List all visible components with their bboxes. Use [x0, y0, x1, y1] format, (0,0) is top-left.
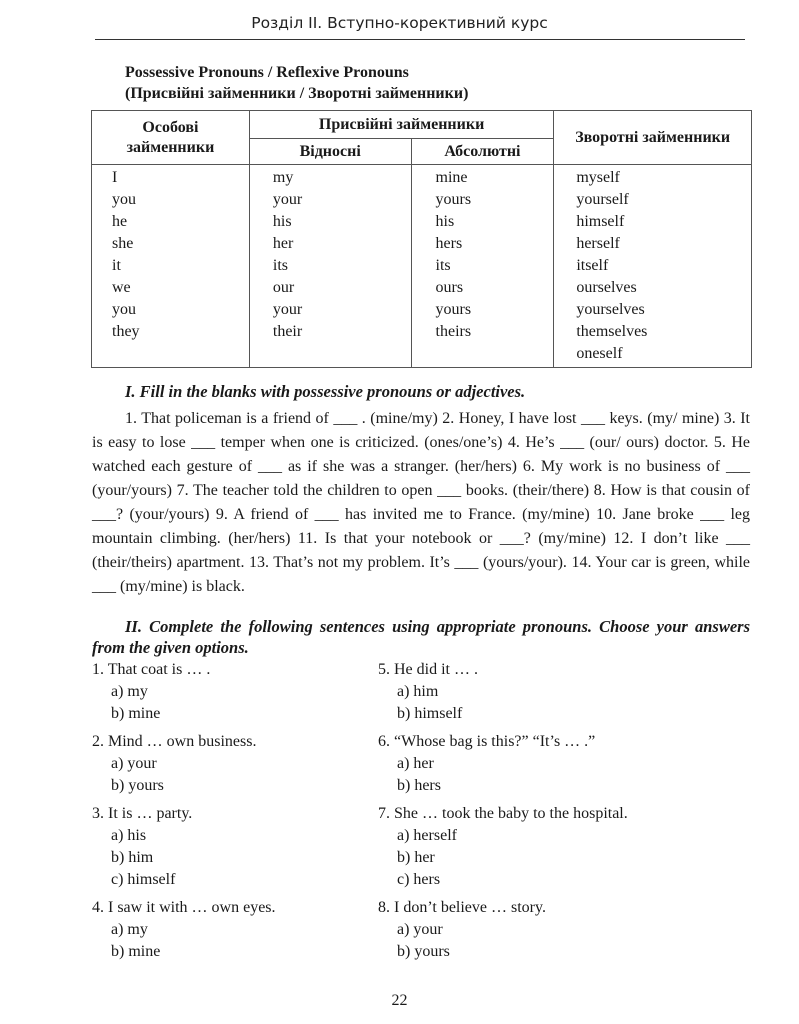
table-cell: he — [112, 213, 128, 230]
question-item — [378, 803, 708, 891]
answer-option: b) himself — [397, 705, 463, 722]
table-cell: himself — [576, 213, 625, 230]
table-cell: yours — [435, 191, 472, 208]
absolute-column — [411, 165, 554, 368]
table-body-row — [92, 165, 752, 368]
answer-option: a) her — [397, 755, 434, 772]
question-text: 6. “Whose bag is this?” “It’s … .” — [378, 733, 596, 750]
answer-option: a) his — [111, 827, 147, 844]
table-cell: they — [112, 323, 140, 340]
answer-option: b) yours — [397, 943, 450, 960]
table-cell: mine — [435, 169, 468, 186]
table-cell: you — [112, 301, 136, 318]
answer-option: b) mine — [111, 943, 161, 960]
answer-option: c) hers — [397, 871, 441, 888]
answer-option: b) her — [397, 849, 435, 866]
table-cell: its — [435, 257, 451, 274]
header-reflexive: Зворотні займенники — [554, 111, 752, 165]
question-item — [92, 803, 422, 891]
question-item — [378, 659, 708, 725]
exercise2-left-column — [92, 659, 422, 969]
running-header: Розділ ІІ. Вступно-корективний курс — [251, 14, 548, 32]
table-title-ukrainian: (Присвійні займенники / Зворотні займенники) — [125, 85, 469, 102]
table-title — [125, 62, 468, 104]
relative-column — [249, 165, 411, 368]
table-cell: myself — [576, 169, 620, 186]
question-text: 1. That coat is … . — [92, 661, 211, 678]
table-cell: hers — [435, 235, 463, 252]
table-cell: your — [272, 191, 303, 208]
header-relative: Відносні — [249, 139, 411, 165]
table-cell: she — [112, 235, 134, 252]
table-cell: you — [112, 191, 136, 208]
table-cell: yours — [435, 301, 472, 318]
exercise1-text: 1. That policeman is a friend of ___ . (mine/my) 2. Honey, I have lost ___ keys. (my/ mine) 3. It is easy to lose ___ temper when one is criticized. (ones/one’s) 4. He’s ___ (our/ ours) doctor. 5. He watched each gesture of ___ as if she was a stranger. (her/hers) 6. My work is no business of ___ (your/yours) 7. The teacher told the children to open ___ books. (their/there) 8. How is that cousin of ___? (your/yours) 9. A friend of ___ has invited me to France. (my/mine) 10. Jane broke ___ leg mountain climbing. (her/hers) 11. Is that your notebook or ___? (my/mine) 12. I don’t like ___ (their/theirs) apartment. 13. That’s not my problem. It’s ___ (yours/your). 14. Your car is green, while ___ (my/mine) is black. — [92, 410, 750, 595]
answer-option: b) him — [111, 849, 154, 866]
answer-option: b) hers — [397, 777, 441, 794]
answer-option: a) your — [111, 755, 157, 772]
table-cell: I — [112, 169, 118, 186]
exercise1-heading: I. Fill in the blanks with possessive pronouns or adjectives. — [125, 382, 526, 401]
table-cell: it — [112, 257, 121, 274]
table-cell: her — [272, 235, 294, 252]
header-absolute: Абсолютні — [411, 139, 554, 165]
question-text: 8. I don’t believe … story. — [378, 899, 546, 916]
personal-column — [92, 165, 250, 368]
question-text: 3. It is … party. — [92, 805, 193, 822]
answer-option: a) your — [397, 921, 443, 938]
table-cell: ourselves — [576, 279, 637, 296]
answer-option: b) yours — [111, 777, 164, 794]
answer-option: a) him — [397, 683, 439, 700]
answer-option: b) mine — [111, 705, 161, 722]
answer-option: a) my — [111, 683, 148, 700]
question-item — [92, 897, 422, 963]
question-item — [378, 731, 708, 797]
table-cell: our — [272, 279, 295, 296]
table-cell: theirs — [435, 323, 472, 340]
header-possessive: Присвійні займенники — [249, 111, 553, 139]
table-cell: yourself — [576, 191, 629, 208]
table-cell: itself — [576, 257, 609, 274]
table-cell: their — [272, 323, 303, 340]
table-cell: oneself — [576, 345, 623, 362]
table-cell: themselves — [576, 323, 648, 340]
answer-option: c) himself — [111, 871, 176, 888]
table-cell: his — [272, 213, 292, 230]
answer-option: a) herself — [397, 827, 457, 844]
question-item — [92, 659, 422, 725]
page-number: 22 — [391, 992, 408, 1009]
table-cell: yourselves — [576, 301, 645, 318]
exercise2-heading: II. Complete the following sentences using appropriate pronouns. Choose your answers from the given options. — [92, 617, 750, 657]
reflexive-column — [554, 165, 752, 368]
header-personal: Особові займенники — [92, 111, 250, 165]
table-cell: ours — [435, 279, 464, 296]
table-cell: my — [272, 169, 294, 186]
table-cell: his — [435, 213, 455, 230]
question-text: 7. She … took the baby to the hospital. — [378, 805, 628, 822]
table-cell: we — [112, 279, 131, 296]
table-cell: its — [272, 257, 288, 274]
table-cell: your — [272, 301, 303, 318]
question-text: 4. I saw it with … own eyes. — [92, 899, 276, 916]
question-item — [92, 731, 422, 797]
exercise2-right-column — [378, 659, 708, 969]
pronoun-table — [91, 110, 752, 368]
header-divider — [95, 39, 745, 40]
question-item — [378, 897, 708, 963]
table-title-english: Possessive Pronouns / Reflexive Pronouns — [125, 64, 409, 81]
answer-option: a) my — [111, 921, 148, 938]
table-cell: herself — [576, 235, 620, 252]
question-text: 5. He did it … . — [378, 661, 478, 678]
question-text: 2. Mind … own business. — [92, 733, 257, 750]
